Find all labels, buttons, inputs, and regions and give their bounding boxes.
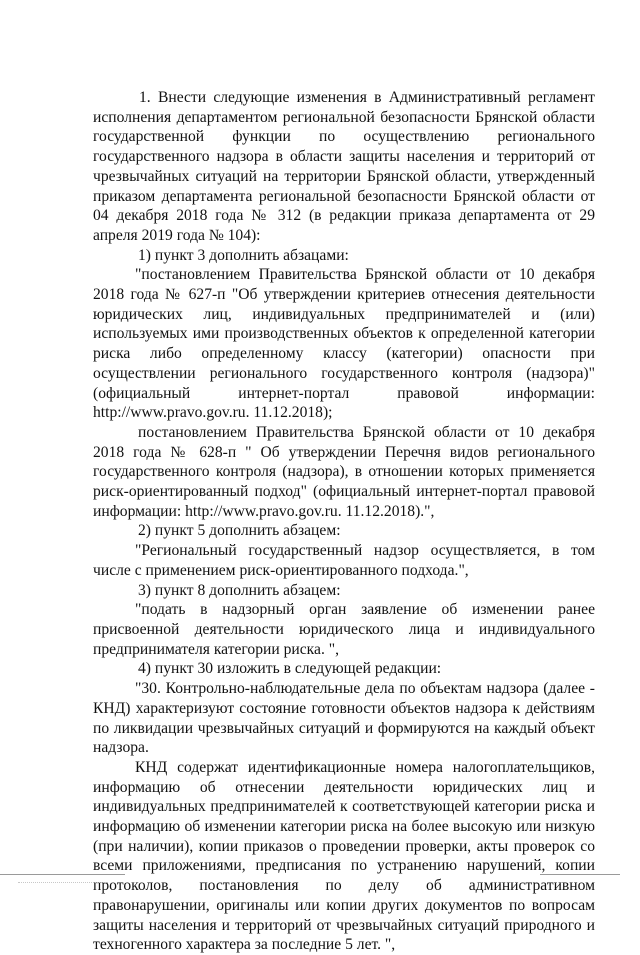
footer-rule-left	[0, 874, 125, 875]
document-body	[93, 88, 595, 955]
paragraph-2: 1) пункт 3 дополнить абзацами:	[138, 246, 349, 264]
footer-dotted-rule	[18, 882, 108, 883]
paragraph-5: 2) пункт 5 дополнить абзацем:	[138, 522, 341, 540]
paragraph-9: 4) пункт 30 изложить в следующей редакции:	[138, 660, 442, 678]
paragraph-3: "постановлением Правительства Брянской области от 10 декабря 2018 года № 627-п "Об утверждении критериев отнесения деятельности юридических лиц, индивидуальных предпринимателей и (или) используемых ими производственных объектов к определенной категории риска либо определенному классу (категории) опасности при осуществлении регионального государственного контроля (надзора)" (официальный интернет-портал правовой информации: http://www.pravo.gov.ru. 11.12.2018);	[93, 266, 595, 422]
paragraph-8: "подать в надзорный орган заявление об изменении ранее присвоенной деятельности юридического лица и индивидуального предпринимателя категории риска. ",	[93, 601, 595, 658]
footer-rule-right	[540, 874, 620, 875]
paragraph-4: постановлением Правительства Брянской области от 10 декабря 2018 года № 628-п " Об утверждении Перечня видов регионального государственного контроля (надзора), в отношении которых применяется риск-ориентированный подход" (официальный интернет-портал правовой информации: http://www.pravo.gov.ru. 11.12.2018).",	[93, 423, 595, 520]
paragraph-10: "30. Контрольно-наблюдательные дела по объектам надзора (далее - КНД) характеризуют состояние готовности объектов надзора к действиям по ликвидации чрезвычайных ситуаций и формируются на каждый объект надзора.	[93, 680, 595, 757]
paragraph-6: "Региональный государственный надзор осуществляется, в том числе с применением риск-ориентированного подхода.",	[93, 542, 595, 579]
paragraph-7: 3) пункт 8 дополнить абзацем:	[138, 581, 341, 599]
paragraph-1: 1. Внести следующие изменения в Административный регламент исполнения департаментом региональной безопасности Брянской области государственной функции по осуществлению регионального государственного надзора в области защиты населения и территорий от чрезвычайных ситуаций на территории Брянской области, утвержденный приказом департамента региональной безопасности Брянской области от 04 декабря 2018 года № 312 (в редакции приказа департамента от 29 апреля 2019 года № 104):	[93, 89, 595, 244]
paragraph-11: КНД содержат идентификационные номера налогоплательщиков, информацию об отнесении деятельности юридических лиц и индивидуальных предпринимателей к соответствующей категории риска и информацию об изменении категории риска на более высокую или низкую (при наличии), копии приказов о проведении проверки, акты проверок со всеми приложениями, предписания по устранению нарушений, копии протоколов, постановления по делу об административном правонарушении, оригиналы или копии других документов по вопросам защиты населения и территорий от чрезвычайных ситуаций природного и техногенного характера за последние 5 лет. ",	[93, 758, 595, 954]
